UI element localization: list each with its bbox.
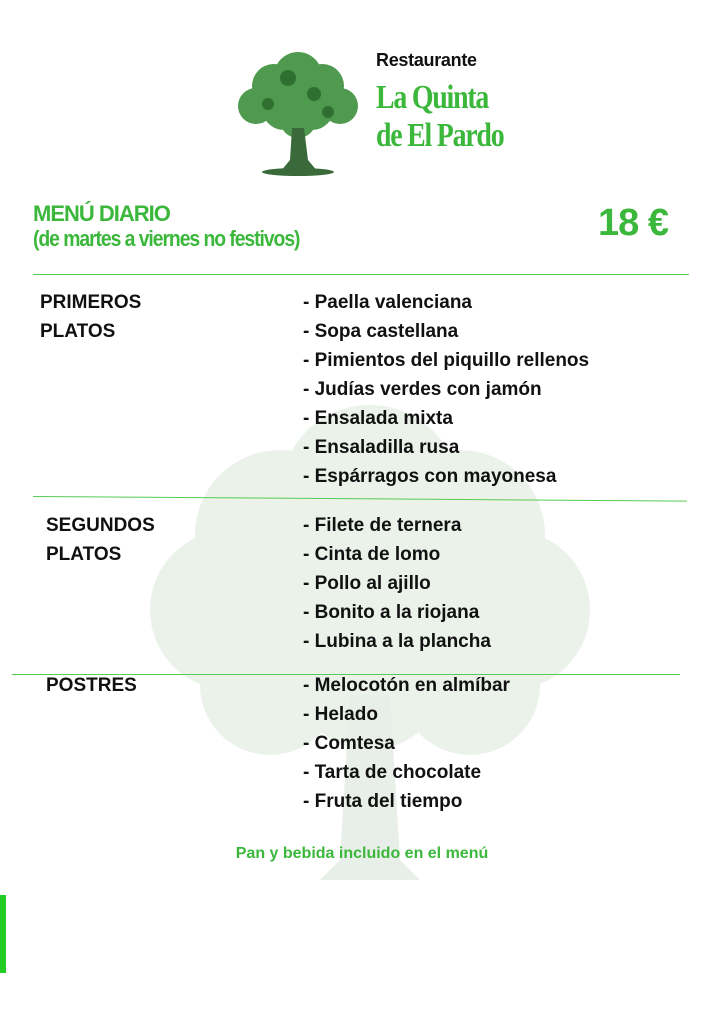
brand-kicker: Restaurante (376, 50, 477, 70)
list-item: - Melocotón en almíbar (303, 675, 510, 696)
list-item: - Comtesa (303, 733, 395, 754)
section-label-segundos (46, 511, 155, 569)
list-item: - Espárragos con mayonesa (303, 466, 557, 487)
list-item: - Lubina a la plancha (303, 631, 491, 652)
menu-title: MENÚ DIARIO (33, 201, 170, 226)
list-item: - Ensaladilla rusa (303, 437, 460, 458)
list-item: - Cinta de lomo (303, 544, 441, 565)
restaurant-brand (376, 50, 531, 155)
list-item: - Ensalada mixta (303, 408, 453, 429)
list-item: - Helado (303, 704, 378, 725)
section-label-line: PRIMEROS (40, 292, 142, 313)
corner-bar (0, 895, 6, 973)
menu-price: 18 € (598, 202, 668, 244)
dish-list-primeros (303, 288, 589, 491)
list-item: - Tarta de chocolate (303, 762, 482, 783)
list-item: - Fruta del tiempo (303, 791, 463, 812)
brand-name-line2: de El Pardo (376, 117, 504, 154)
footer-note: Pan y bebida incluido en el menú (235, 845, 489, 862)
dish-list-segundos (303, 511, 491, 656)
list-item: - Paella valenciana (303, 292, 472, 313)
dish-list-postres (303, 671, 510, 816)
tree-logo-icon (228, 48, 368, 178)
section-label-postres (46, 671, 137, 700)
list-item: - Sopa castellana (303, 321, 459, 342)
section-label-primeros (40, 288, 141, 346)
section-label-line: PLATOS (40, 321, 116, 342)
list-item: - Bonito a la riojana (303, 602, 480, 623)
section-label-line: SEGUNDOS (46, 515, 155, 536)
divider (33, 274, 689, 275)
menu-subtitle: (de martes a viernes no festivos) (33, 226, 300, 251)
section-label-line: PLATOS (46, 544, 122, 565)
section-label-line: POSTRES (46, 675, 137, 696)
brand-name-line1: La Quinta (376, 79, 489, 116)
list-item: - Pimientos del piquillo rellenos (303, 350, 590, 371)
list-item: - Pollo al ajillo (303, 573, 431, 594)
list-item: - Judías verdes con jamón (303, 379, 542, 400)
list-item: - Filete de ternera (303, 515, 462, 536)
